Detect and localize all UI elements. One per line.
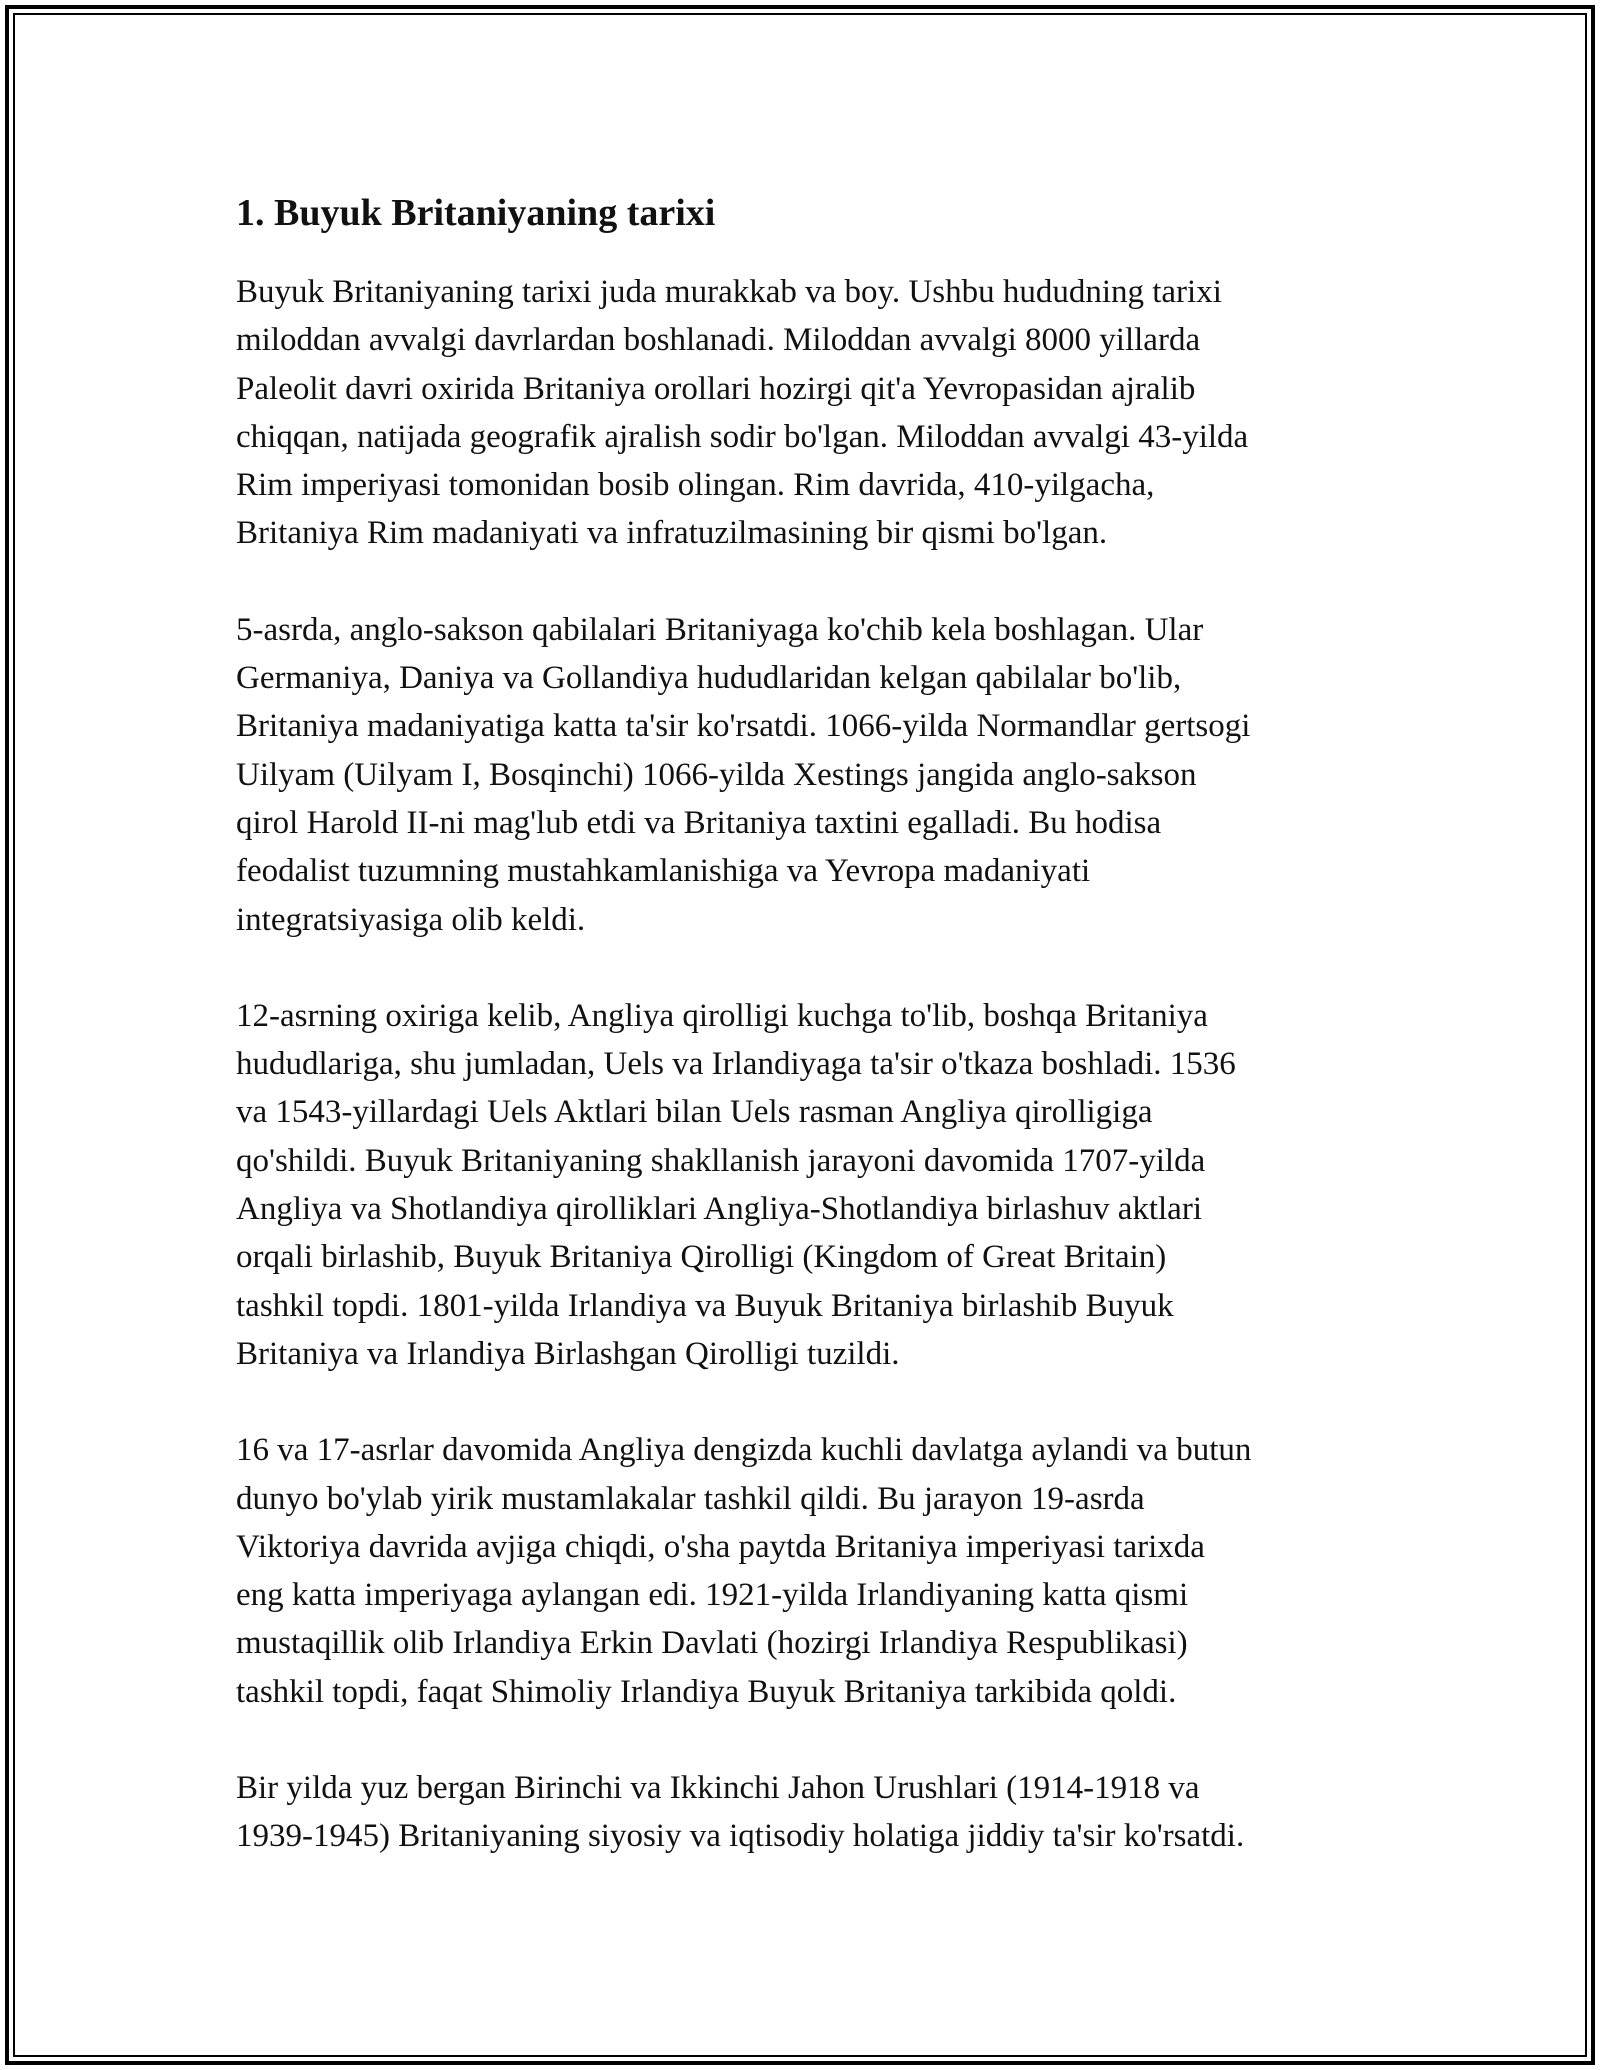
text-line: chiqqan, natijada geografik ajralish sodir bo'lgan. Miloddan avvalgi 43-yilda (236, 418, 1249, 455)
text-line: Bir yilda yuz bergan Birinchi va Ikkinchi Jahon Urushlari (1914-1918 va (236, 1770, 1200, 1807)
text-line: 1939-1945) Britaniyaning siyosiy va iqtisodiy holatiga jiddiy ta'sir ko'rsatdi. (236, 1818, 1245, 1855)
paragraph-1 (236, 268, 1376, 558)
text-line: tashkil topdi, faqat Shimoliy Irlandiya Buyuk Britaniya tarkibida qoldi. (236, 1673, 1177, 1710)
text-line: Uilyam (Uilyam I, Bosqinchi) 1066-yilda Xestings jangida anglo-sakson (236, 756, 1197, 793)
text-line: eng katta imperiyaga aylangan edi. 1921-yilda Irlandiyaning katta qismi (236, 1577, 1189, 1614)
text-line: Germaniya, Daniya va Gollandiya hududlaridan kelgan qabilalar bo'lib, (236, 660, 1182, 697)
text-line: qo'shildi. Buyuk Britaniyaning shakllanish jarayoni davomida 1707-yilda (236, 1142, 1206, 1179)
text-line: feodalist tuzumning mustahkamlanishiga va Yevropa madaniyati (236, 853, 1091, 890)
text-line: Rim imperiyasi tomonidan bosib olingan. Rim davrida, 410-yilgacha, (236, 467, 1155, 504)
text-line: Buyuk Britaniyaning tarixi juda murakkab va boy. Ushbu hududning tarixi (236, 274, 1222, 310)
text-line: integratsiyasiga olib keldi. (236, 901, 586, 938)
text-line: 12-asrning oxiriga kelib, Angliya qirolligi kuchga to'lib, boshqa Britaniya (236, 997, 1208, 1034)
text-line: dunyo bo'ylab yirik mustamlakalar tashkil qildi. Bu jarayon 19-asrda (236, 1480, 1145, 1517)
text-line: 5-asrda, anglo-sakson qabilalari Britaniyaga ko'chib kela boshlagan. Ular (236, 611, 1204, 648)
text-line: va 1543-yillardagi Uels Aktlari bilan Uels rasman Angliya qirolligiga (236, 1094, 1153, 1131)
text-line: Britaniya Rim madaniyati va infratuzilmasining bir qismi bo'lgan. (236, 515, 1108, 552)
text-line: Paleolit davri oxirida Britaniya orollari hozirgi qit'a Yevropasidan ajralib (236, 370, 1196, 407)
text-line: miloddan avvalgi davrlardan boshlanadi. Miloddan avvalgi 8000 yillarda (236, 322, 1201, 359)
text-line: Britaniya madaniyatiga katta ta'sir ko'rsatdi. 1066-yilda Normandlar gertsogi (236, 708, 1251, 745)
text-line: Viktoriya davrida avjiga chiqdi, o'sha paytda Britaniya imperiyasi tarixda (236, 1528, 1205, 1565)
text-line: hududlariga, shu jumladan, Uels va Irlandiyaga ta'sir o'tkaza boshladi. 1536 (236, 1046, 1236, 1083)
text-line: Angliya va Shotlandiya qirolliklari Angliya-Shotlandiya birlashuv aktlari (236, 1191, 1202, 1228)
text-line: Britaniya va Irlandiya Birlashgan Qirolligi tuzildi. (236, 1335, 900, 1372)
text-line: mustaqillik olib Irlandiya Erkin Davlati (hozirgi Irlandiya Respublikasi) (236, 1625, 1188, 1662)
text-line: tashkil topdi. 1801-yilda Irlandiya va Buyuk Britaniya birlashib Buyuk (236, 1287, 1174, 1324)
text-line: orqali birlashib, Buyuk Britaniya Qirolligi (Kingdom of Great Britain) (236, 1239, 1167, 1276)
text-line: qirol Harold II-ni mag'lub etdi va Britaniya taxtini egalladi. Bu hodisa (236, 804, 1162, 841)
paragraph-4 (236, 1426, 1376, 1716)
paragraph-3 (236, 992, 1376, 1378)
text-line: 16 va 17-asrlar davomida Angliya dengizda kuchli davlatga aylandi va butun (236, 1432, 1252, 1469)
document-body (236, 186, 1376, 1861)
paragraph-5 (236, 1764, 1376, 1861)
section-heading: 1. Buyuk Britaniyaning tarixi (236, 192, 716, 234)
paragraph-2 (236, 606, 1376, 944)
